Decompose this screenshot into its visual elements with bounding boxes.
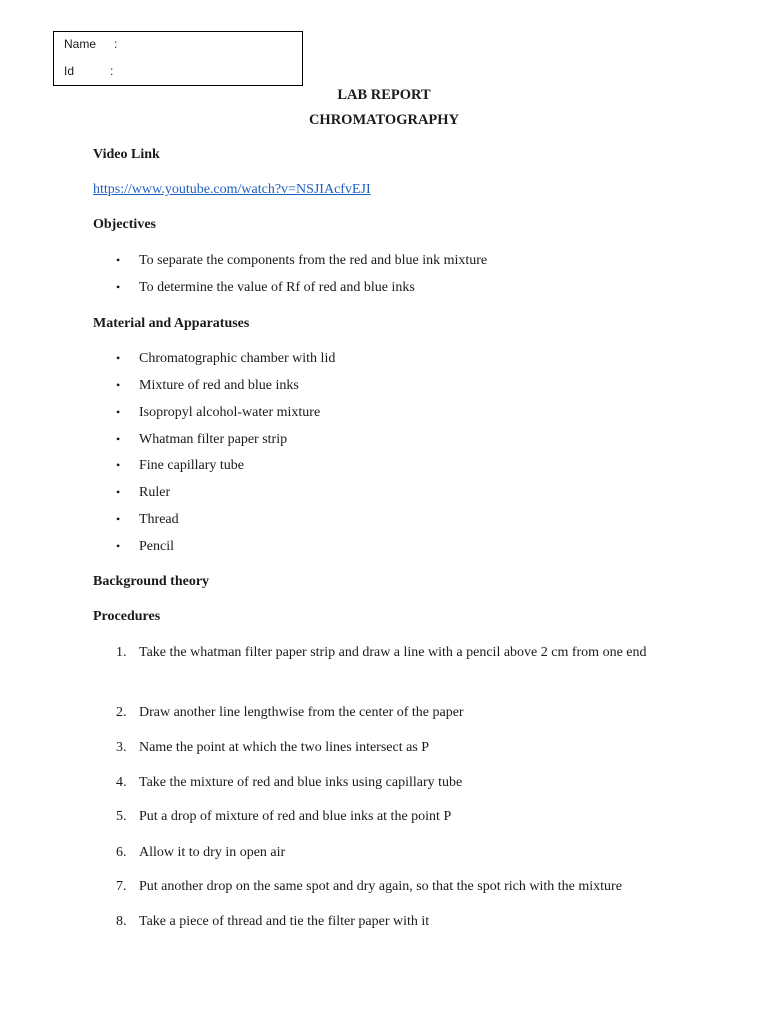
step-text: Take a piece of thread and tie the filter paper with it <box>139 914 430 929</box>
list-item-text: Isopropyl alcohol-water mixture <box>139 405 321 420</box>
id-row <box>64 64 113 78</box>
id-separator: : <box>110 64 114 78</box>
student-info-box <box>53 31 303 86</box>
name-label: Name <box>64 37 97 51</box>
step-text: Take the whatman filter paper strip and draw a line with a pencil above 2 cm from one end <box>139 645 647 660</box>
step-text: Take the mixture of red and blue inks using capillary tube <box>139 775 463 790</box>
background-theory-heading: Background theory <box>93 574 210 589</box>
list-item-text: Ruler <box>139 485 171 500</box>
bullet-icon: • <box>116 458 121 472</box>
list-item-text: Mixture of red and blue inks <box>139 378 299 393</box>
report-subtitle: CHROMATOGRAPHY <box>308 112 460 128</box>
video-link-heading: Video Link <box>93 147 160 162</box>
step-number: 8. <box>116 914 127 929</box>
step-number: 4. <box>116 775 127 790</box>
report-title: LAB REPORT <box>337 87 431 103</box>
step-number: 1. <box>116 645 127 660</box>
list-item-text: Thread <box>139 512 179 527</box>
bullet-icon: • <box>116 378 121 392</box>
step-number: 6. <box>116 845 127 860</box>
materials-heading: Material and Apparatuses <box>93 316 250 331</box>
step-text: Put a drop of mixture of red and blue inks at the point P <box>139 809 452 824</box>
bullet-icon: • <box>116 512 121 526</box>
id-label: Id <box>64 64 75 78</box>
video-link[interactable]: https://www.youtube.com/watch?v=NSJIAcfvEJI <box>93 182 371 197</box>
bullet-icon: • <box>116 432 121 446</box>
name-row <box>64 37 117 51</box>
step-number: 7. <box>116 879 127 894</box>
bullet-icon: • <box>116 253 121 267</box>
list-item-text: Whatman filter paper strip <box>139 432 288 447</box>
step-number: 3. <box>116 740 127 755</box>
bullet-icon: • <box>116 351 121 365</box>
bullet-icon: • <box>116 280 121 294</box>
step-text: Draw another line lengthwise from the center of the paper <box>139 705 464 720</box>
procedures-heading: Procedures <box>93 609 161 624</box>
step-number: 2. <box>116 705 127 720</box>
list-item-text: To determine the value of Rf of red and blue inks <box>139 280 415 295</box>
list-item-text: Pencil <box>139 539 174 554</box>
step-text: Put another drop on the same spot and dry again, so that the spot rich with the mixture <box>139 879 622 894</box>
list-item-text: Chromatographic chamber with lid <box>139 351 336 366</box>
bullet-icon: • <box>116 405 121 419</box>
list-item-text: To separate the components from the red and blue ink mixture <box>139 253 488 268</box>
bullet-icon: • <box>116 485 121 499</box>
bullet-icon: • <box>116 539 121 553</box>
name-separator: : <box>114 37 118 51</box>
step-text: Name the point at which the two lines intersect as P <box>139 740 430 755</box>
list-item-text: Fine capillary tube <box>139 458 244 473</box>
objectives-heading: Objectives <box>93 217 156 232</box>
step-number: 5. <box>116 809 127 824</box>
step-text: Allow it to dry in open air <box>139 845 286 860</box>
